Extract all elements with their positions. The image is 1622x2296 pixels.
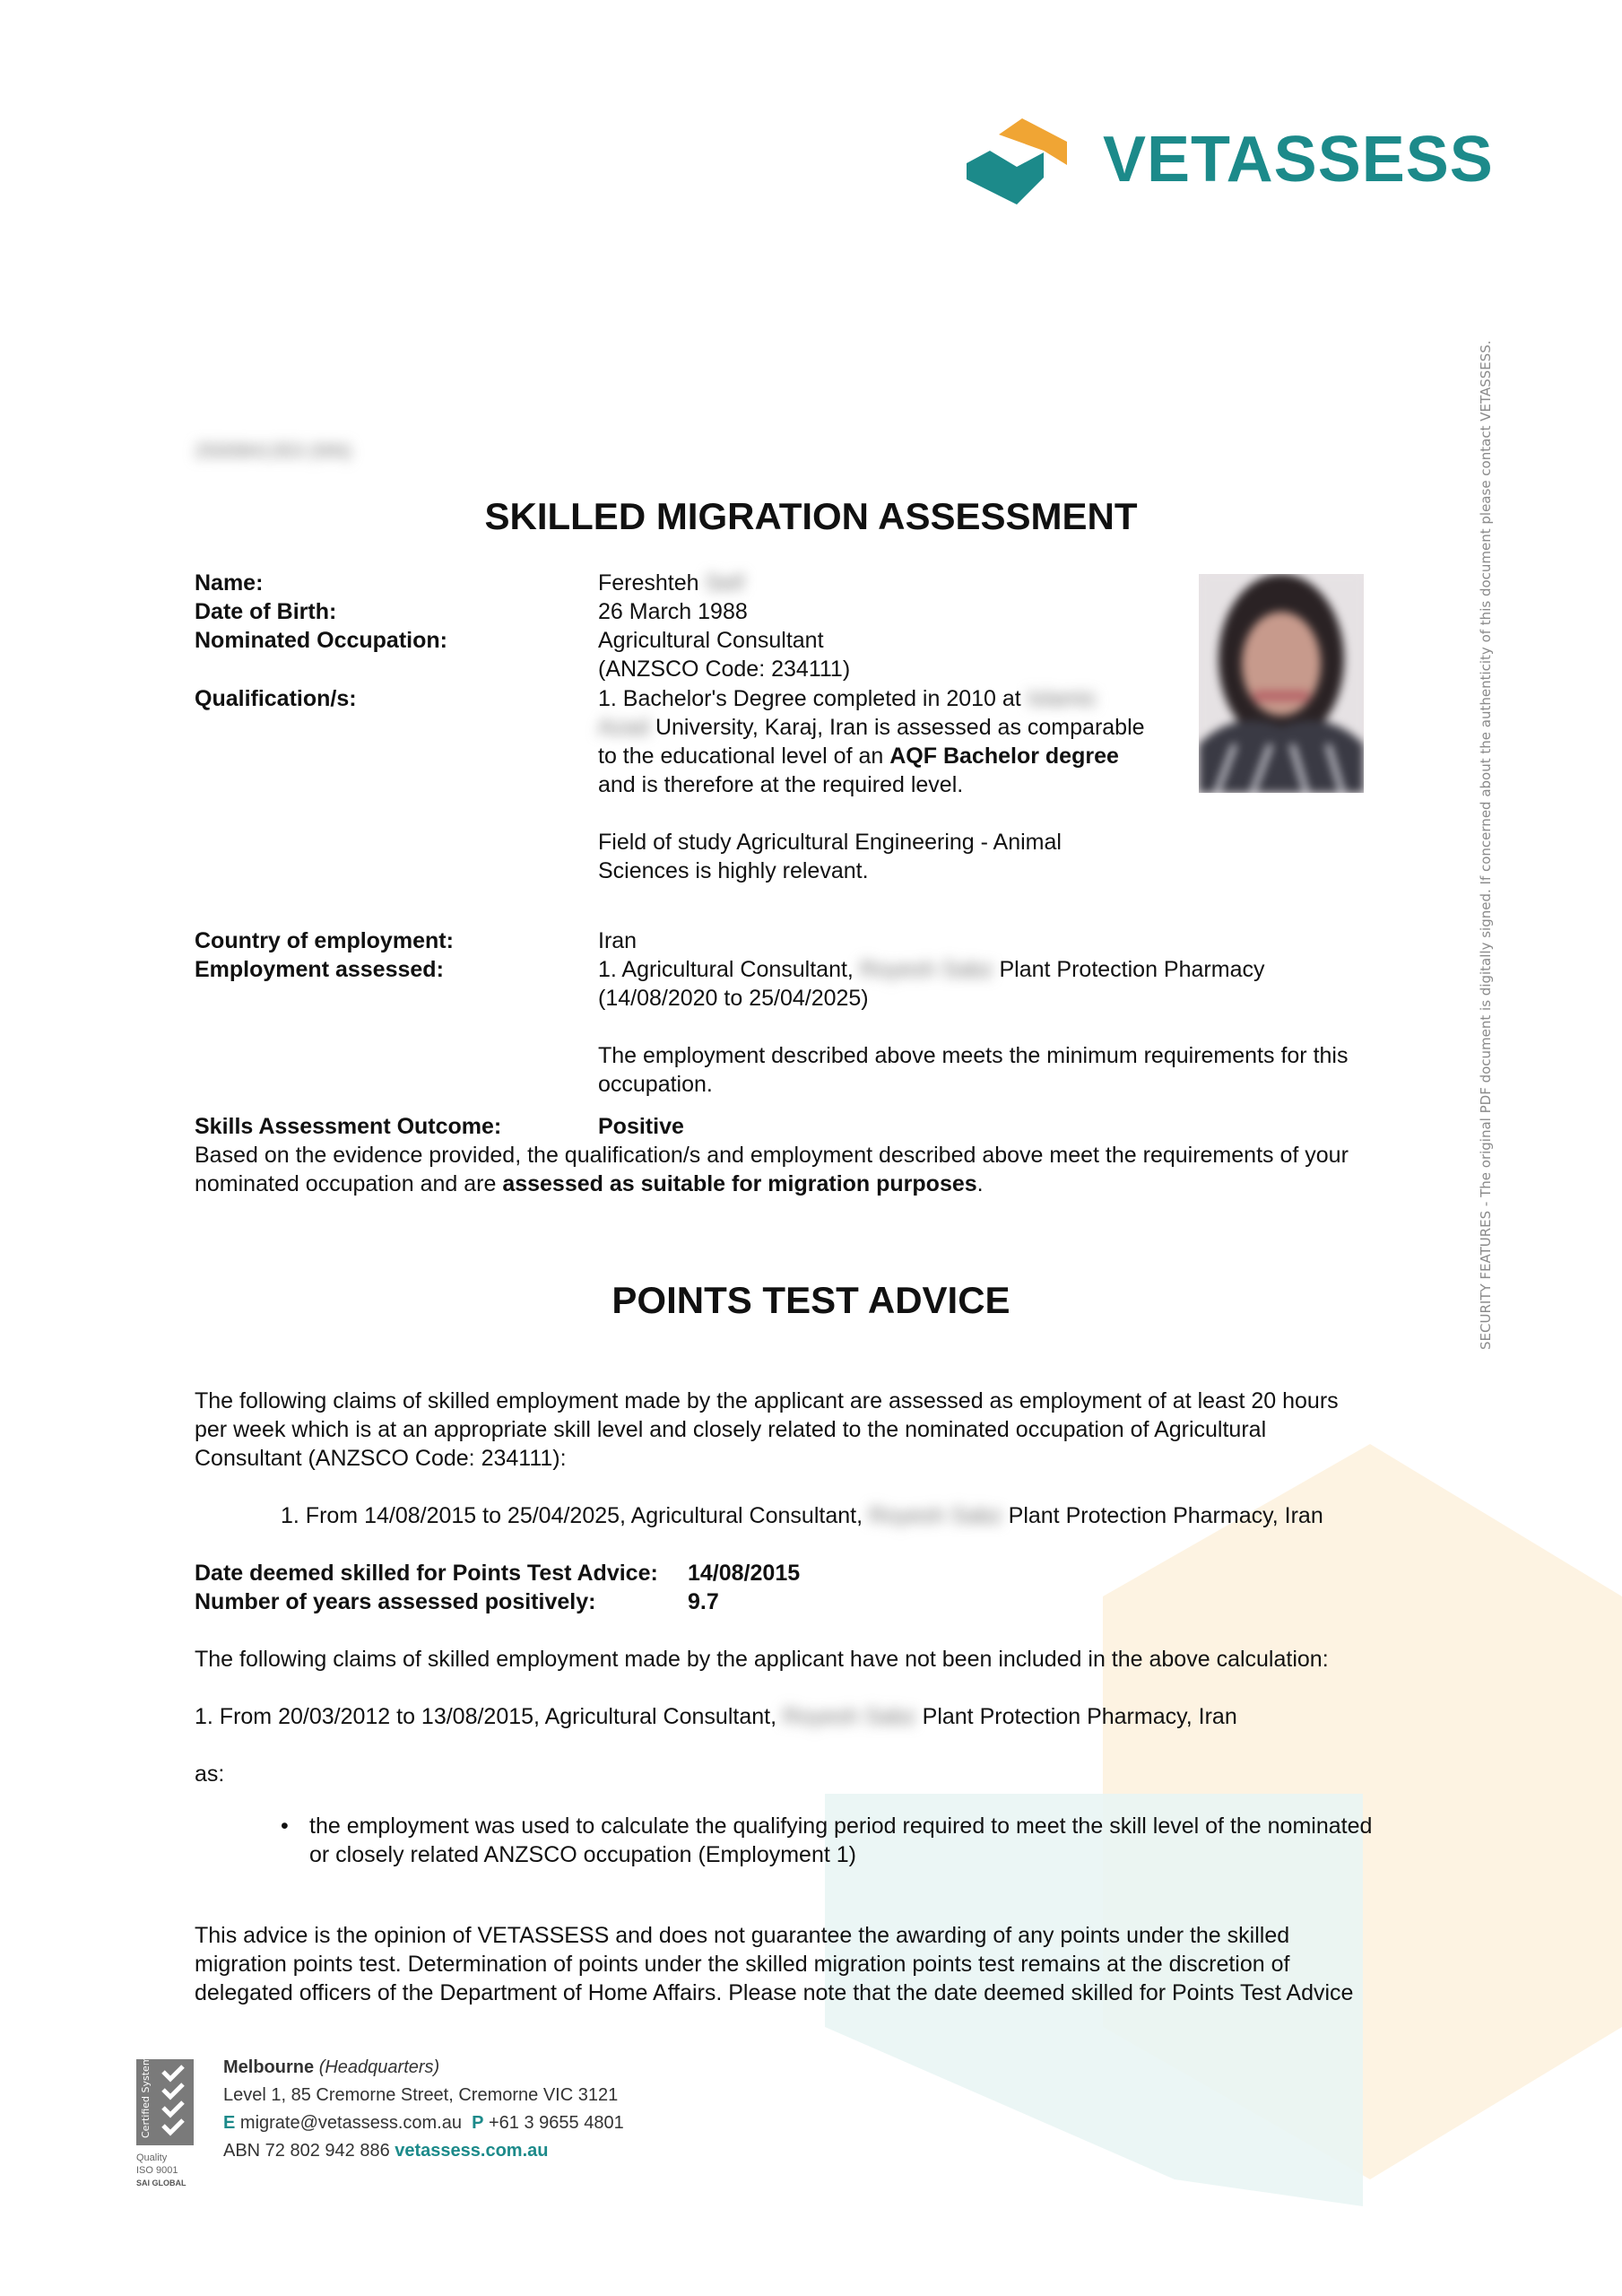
security-note: SECURITY FEATURES - The original PDF document is digitally signed. If concerned about the authenticity of this document please contact VETASSESS. [1478, 340, 1494, 1350]
points-title: POINTS TEST ADVICE [612, 1279, 1010, 1321]
employment-note-line-1: The employment described above meets the minimum requirements for this [598, 1043, 1349, 1068]
date-deemed-value: 14/08/2015 [688, 1561, 801, 1586]
years-value: 9.7 [688, 1589, 719, 1614]
advice-line-2: migration points test. Determination of points under the skilled migration points test remains at the discretion of [195, 1952, 1290, 1977]
dob-value: 26 March 1988 [598, 599, 748, 624]
employment-label: Employment assessed: [195, 957, 444, 982]
cert-text: Certified System [140, 2059, 152, 2138]
excluded-claim: 1. From 20/03/2012 to 13/08/2015, Agricultural Consultant, Royesh Sabz Plant Protection Pharmacy, Iran [195, 1704, 1237, 1729]
field-of-study-line-1: Field of study Agricultural Engineering - Animal [598, 830, 1062, 855]
employment-note-line-2: occupation. [598, 1072, 713, 1097]
qualification-line-3: to the educational level of an AQF Bachelor degree [598, 744, 1119, 769]
employment-line-1: 1. Agricultural Consultant, Royesh Sabz Plant Protection Pharmacy [598, 957, 1265, 982]
name-value: Fereshteh Seif [598, 570, 744, 596]
outcome-text-line-2: nominated occupation and are assessed as suitable for migration purposes. [195, 1171, 984, 1196]
qualification-label: Qualification/s: [195, 686, 357, 711]
footer-address: Level 1, 85 Cremorne Street, Cremorne VIC 3121 [223, 2085, 619, 2105]
as-label: as: [195, 1761, 225, 1787]
claim-item: 1. From 14/08/2015 to 25/04/2025, Agricultural Consultant, Royesh Sabz Plant Protection Pharmacy, Iran [281, 1503, 1323, 1528]
country-label: Country of employment: [195, 928, 454, 953]
country-value: Iran [598, 928, 638, 953]
occupation-code: (ANZSCO Code: 234111) [598, 657, 851, 682]
outcome-text-line-1: Based on the evidence provided, the qualification/s and employment described above meet the requirements of your [195, 1143, 1349, 1168]
phone-number: +61 3 9655 4801 [489, 2113, 624, 2133]
vetassess-chevron-icon [967, 115, 1067, 204]
assessment-title: SKILLED MIGRATION ASSESSMENT [484, 495, 1138, 537]
points-intro-line-2: per week which is at an appropriate skill level and closely related to the nominated occupation of Agricultural [195, 1417, 1267, 1442]
applicant-photo [1199, 574, 1364, 793]
occupation-value: Agricultural Consultant [598, 628, 824, 653]
qualification-line-1: 1. Bachelor's Degree completed in 2010 at Islamic [598, 686, 1097, 711]
cert-org: SAI GLOBAL [136, 2179, 186, 2187]
footer-contact [223, 2054, 624, 2165]
bullet-line-2: or closely related ANZSCO occupation (Employment 1) [309, 1842, 856, 1867]
redacted-surname: Seif [705, 570, 744, 596]
date-deemed-label: Date deemed skilled for Points Test Advice: [195, 1561, 658, 1586]
advice-line-1: This advice is the opinion of VETASSESS and does not guarantee the awarding of any points under the skilled [195, 1923, 1290, 1948]
outcome-label: Skills Assessment Outcome: [195, 1114, 502, 1139]
footer-office: Melbourne (Headquarters) [223, 2057, 440, 2077]
website-link[interactable]: vetassess.com.au [395, 2141, 549, 2161]
qualification-line-2: Azad University, Karaj, Iran is assessed as comparable [598, 715, 1145, 740]
name-label: Name: [195, 570, 264, 596]
years-label: Number of years assessed positively: [195, 1589, 596, 1614]
points-intro-line-1: The following claims of skilled employment made by the applicant are assessed as employment of at least 20 hours [195, 1388, 1339, 1413]
field-of-study-line-2: Sciences is highly relevant. [598, 858, 869, 883]
employment-period: (14/08/2020 to 25/04/2025) [598, 986, 869, 1011]
bullet-dot: • [281, 1813, 289, 1839]
email-link[interactable]: migrate@vetassess.com.au [239, 2113, 462, 2133]
advice-line-3: delegated officers of the Department of Home Affairs. Please note that the date deemed skilled for Points Test Advice [195, 1980, 1354, 2005]
brand-name: VETASSESS [1103, 124, 1494, 196]
footer-contact-line: E migrate@vetassess.com.au P +61 3 9655 4801 [223, 2113, 624, 2133]
cert-quality: Quality [136, 2152, 168, 2163]
bullet-line-1: the employment was used to calculate the qualifying period required to meet the skill level of the nominated [309, 1813, 1373, 1839]
dob-label: Date of Birth: [195, 599, 337, 624]
footer-abn-line: ABN 72 802 942 886 vetassess.com.au [223, 2141, 549, 2161]
points-intro-line-3: Consultant (ANZSCO Code: 234111): [195, 1446, 567, 1471]
occupation-label: Nominated Occupation: [195, 628, 447, 653]
outcome-value: Positive [598, 1114, 684, 1139]
certification-badge [136, 2059, 201, 2189]
excluded-intro: The following claims of skilled employment made by the applicant have not been included in the above calculation: [195, 1647, 1329, 1672]
cert-iso: ISO 9001 [136, 2165, 178, 2176]
qualification-line-4: and is therefore at the required level. [598, 772, 964, 797]
vetassess-logo [967, 115, 1494, 204]
reference-number: 2500841353 (NN) [195, 439, 351, 462]
